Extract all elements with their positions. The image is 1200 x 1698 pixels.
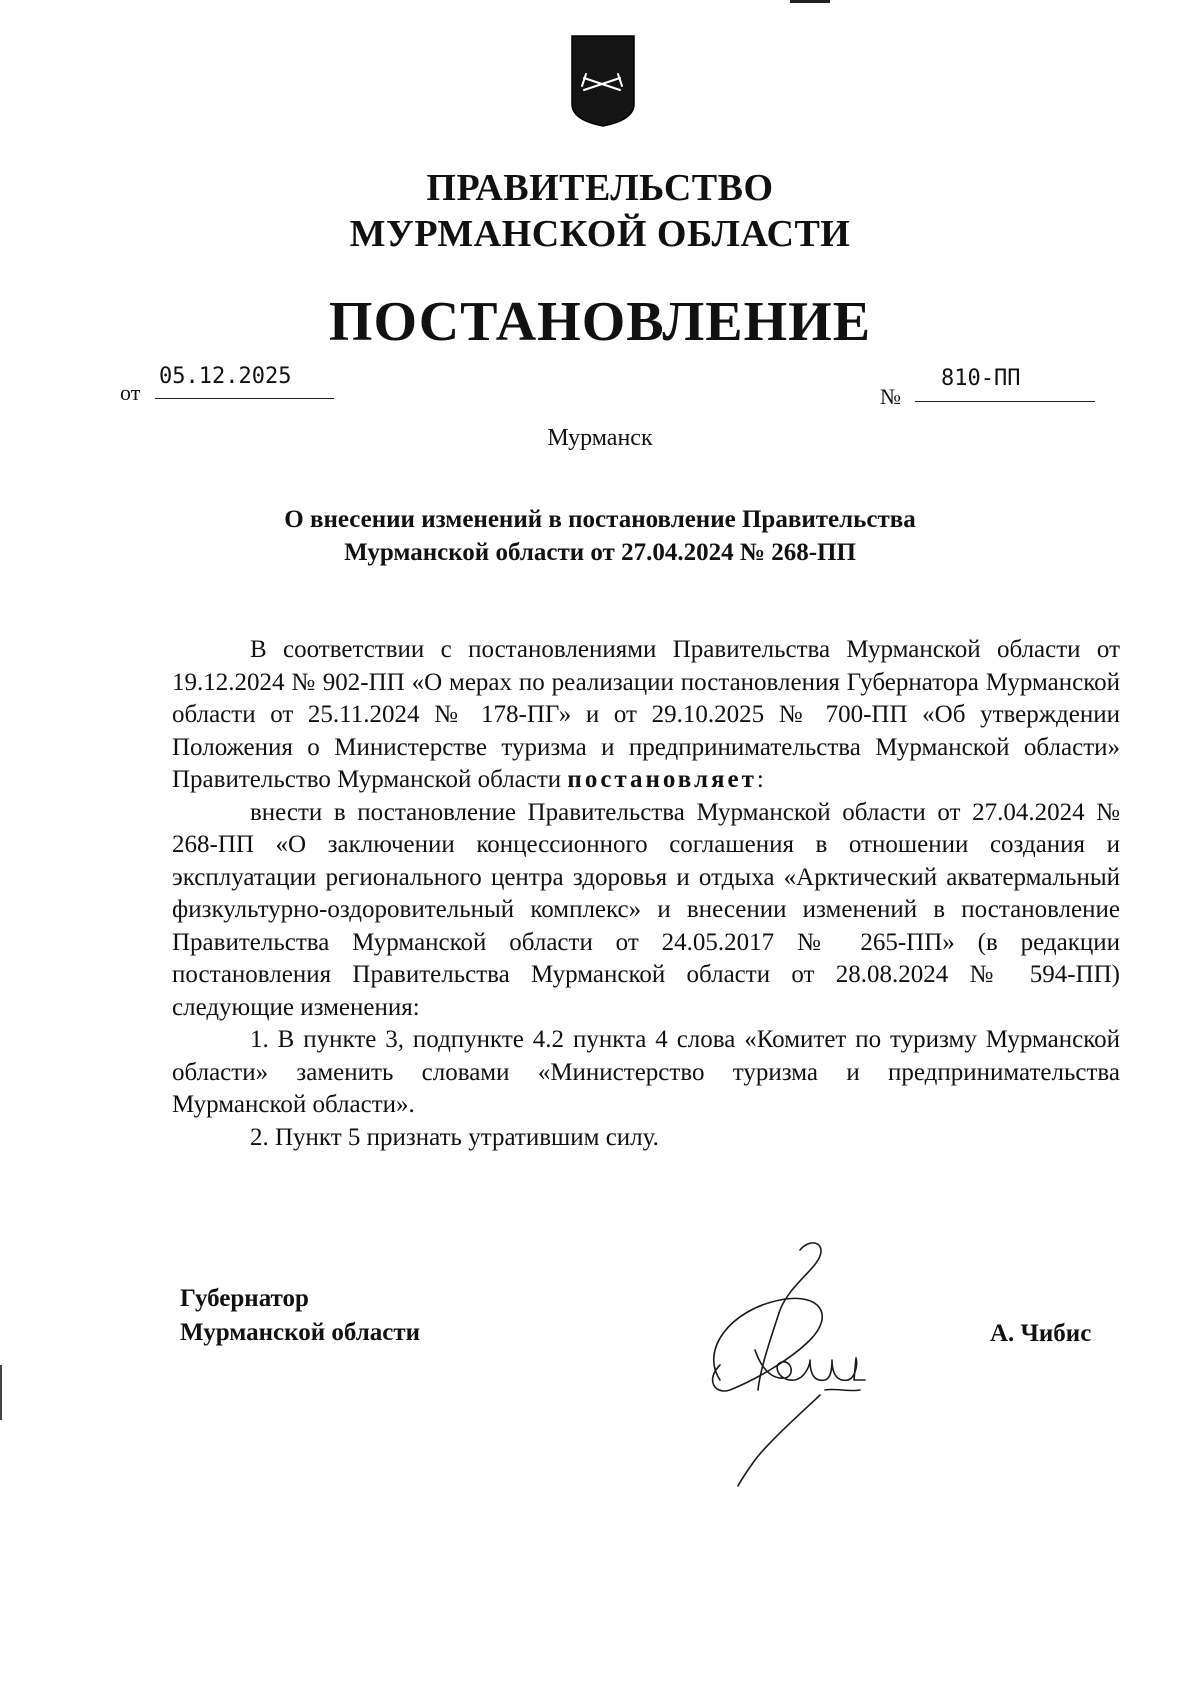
paragraph-item-2: 2. Пункт 5 признать утратившим силу.: [250, 1123, 659, 1151]
document-subject: [0, 503, 1200, 569]
date-label: от: [120, 380, 141, 405]
organization-name-line1: ПРАВИТЕЛЬСТВО: [426, 167, 774, 209]
organization-name-line2: МУРМАНСКОЙ ОБЛАСТИ: [349, 213, 851, 255]
document-number: 810-ПП: [915, 366, 1095, 402]
document-date: 05.12.2025: [155, 364, 334, 399]
signatory-title-line2: Мурманской области: [180, 1319, 421, 1346]
signatory-title-line1: Губернатор: [180, 1285, 309, 1312]
coat-of-arms-icon: [570, 34, 636, 128]
paragraph-preamble: [172, 634, 1120, 797]
preamble-text: В соответствии с постановлениями Правительства Мурманской области от 19.12.2024 № 902-ПП «О мерах по реализации постановления Губернатора Мурманской области от 25.11.2024 № 178-ПГ» и от 29.10.2025 № 700-ПП «Об утверждении Положения о Министерстве туризма и предпринимательства Мурманской области» Правительство Мурманской области: [172, 636, 1120, 793]
signatory-name: А. Чибис: [990, 1320, 1092, 1347]
signatory-title: [180, 1282, 420, 1350]
preamble-colon: :: [756, 766, 764, 793]
document-type: ПОСТАНОВЛЕНИЕ: [328, 291, 872, 353]
number-label: №: [880, 384, 901, 409]
paragraph-resolution: внести в постановление Правительства Мурманской области от 27.04.2024 № 268-ПП «О заключении концессионного соглашения в отношении создания и эксплуатации регионального центра здоровья и отдыха «Арктический акватермальный физкультурно-оздоровительный комплекс» и внесении изменений в постановление Правительства Мурманской области от 24.05.2017 № 265-ПП» (в редакции постановления Правительства Мурманской области от 28.08.2024 № 594-ПП) следующие изменения:: [172, 798, 1120, 1021]
subject-line2: Мурманской области от 27.04.2024 № 268-ПП: [344, 539, 856, 566]
paragraph-item-1: 1. В пункте 3, подпункте 4.2 пункта 4 слова «Комитет по туризму Мурманской области» заменить словами «Министерство туризма и предпринимательства Мурманской области».: [172, 1026, 1120, 1118]
city: Мурманск: [547, 425, 653, 451]
scan-edge-mark: [0, 1365, 2, 1420]
scan-mark: [790, 0, 830, 3]
resolves-keyword: постановляет: [567, 766, 757, 793]
handwritten-signature: [660, 1230, 910, 1490]
subject-line1: О внесении изменений в постановление Правительства: [284, 506, 916, 533]
document-body: [172, 634, 1120, 1154]
